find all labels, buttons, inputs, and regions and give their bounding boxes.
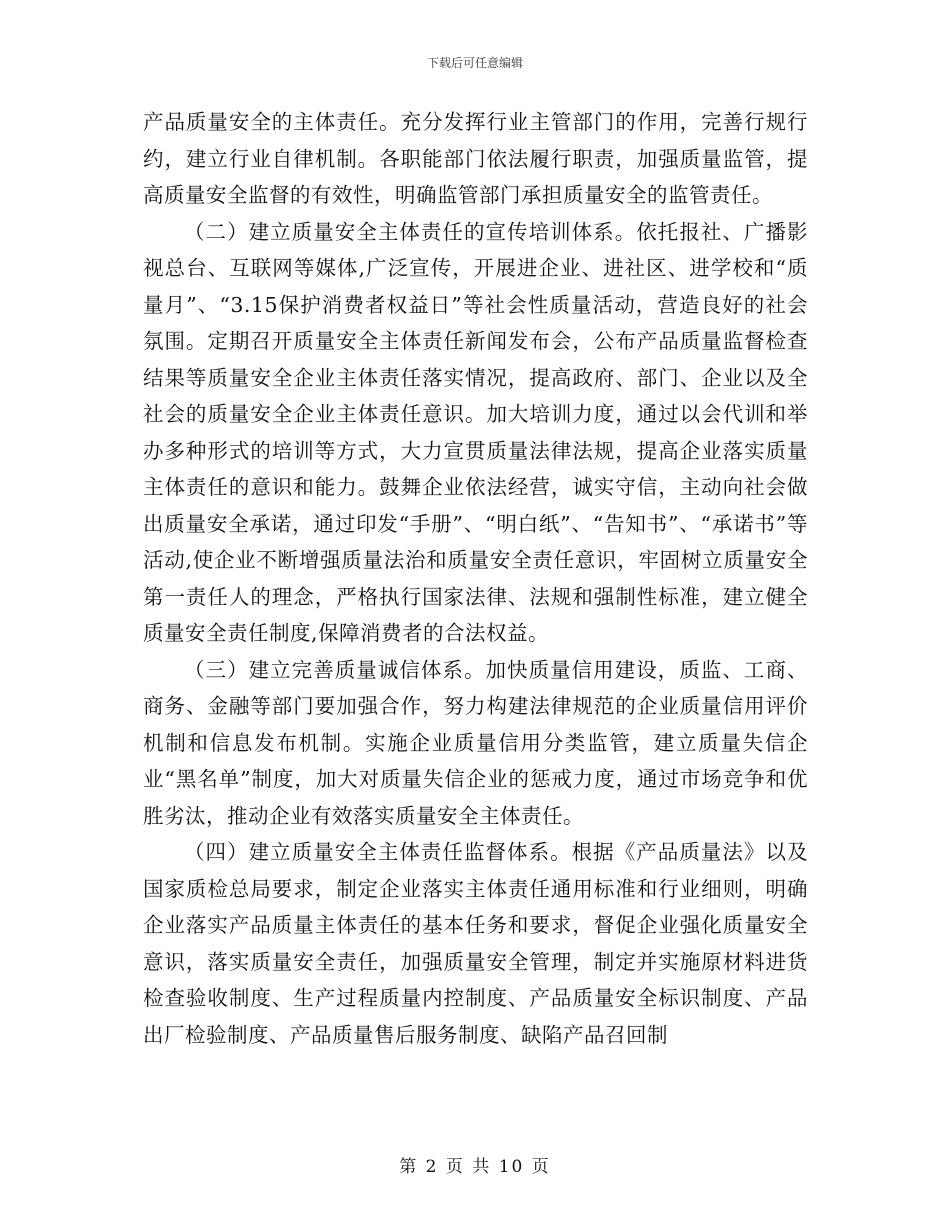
page-footer: 第 2 页 共 10 页: [399, 1157, 551, 1177]
document-body: [143, 104, 808, 1053]
paragraph-3: （三）建立完善质量诚信体系。加快质量信用建设，质监、工商、商务、金融等部门要加强合作，努力构建法律规范的企业质量信用评价机制和信息发布机制。实施企业质量信用分类监管，建立质量失信企业“黑名单”制度，加大对质量失信企业的惩戒力度，通过市场竞争和优胜劣汰，推动企业有效落实质量安全主体责任。: [143, 657, 808, 828]
paragraph-1: 产品质量安全的主体责任。充分发挥行业主管部门的作用，完善行规行约，建立行业自律机制。各职能部门依法履行职责，加强质量监管，提高质量安全监督的有效性，明确监管部门承担质量安全的监管责任。: [143, 110, 808, 207]
page-header: 下载后可任意编辑: [426, 56, 523, 70]
paragraph-2: （二）建立质量安全主体责任的宣传培训体系。依托报社、广播影视总台、互联网等媒体,广泛宣传，开展进企业、进社区、进学校和“质量月”、“3.15保护消费者权益日”等社会性质量活动，营造良好的社会氛围。定期召开质量安全主体责任新闻发布会，公布产品质量监督检查结果等质量安全企业主体责任落实情况，提高政府、部门、企业以及全社会的质量安全企业主体责任意识。加大培训力度，通过以会代训和举办多种形式的培训等方式，大力宣贯质量法律法规，提高企业落实质量主体责任的意识和能力。鼓舞企业依法经营，诚实守信，主动向社会做出质量安全承诺，通过印发“手册”、“明白纸”、“告知书”、“承诺书”等活动,使企业不断增强质量法治和质量安全责任意识，牢固树立质量安全第一责任人的理念，严格执行国家法律、法规和强制性标准，建立健全质量安全责任制度,保障消费者的合法权益。: [143, 219, 808, 645]
paragraph-4: （四）建立质量安全主体责任监督体系。根据《产品质量法》以及国家质检总局要求，制定企业落实主体责任通用标准和行业细则，明确企业落实产品质量主体责任的基本任务和要求，督促企业强化质量安全意识，落实质量安全责任，加强质量安全管理，制定并实施原材料进货检查验收制度、生产过程质量内控制度、产品质量安全标识制度、产品出厂检验制度、产品质量售后服务制度、缺陷产品召回制: [143, 840, 808, 1047]
